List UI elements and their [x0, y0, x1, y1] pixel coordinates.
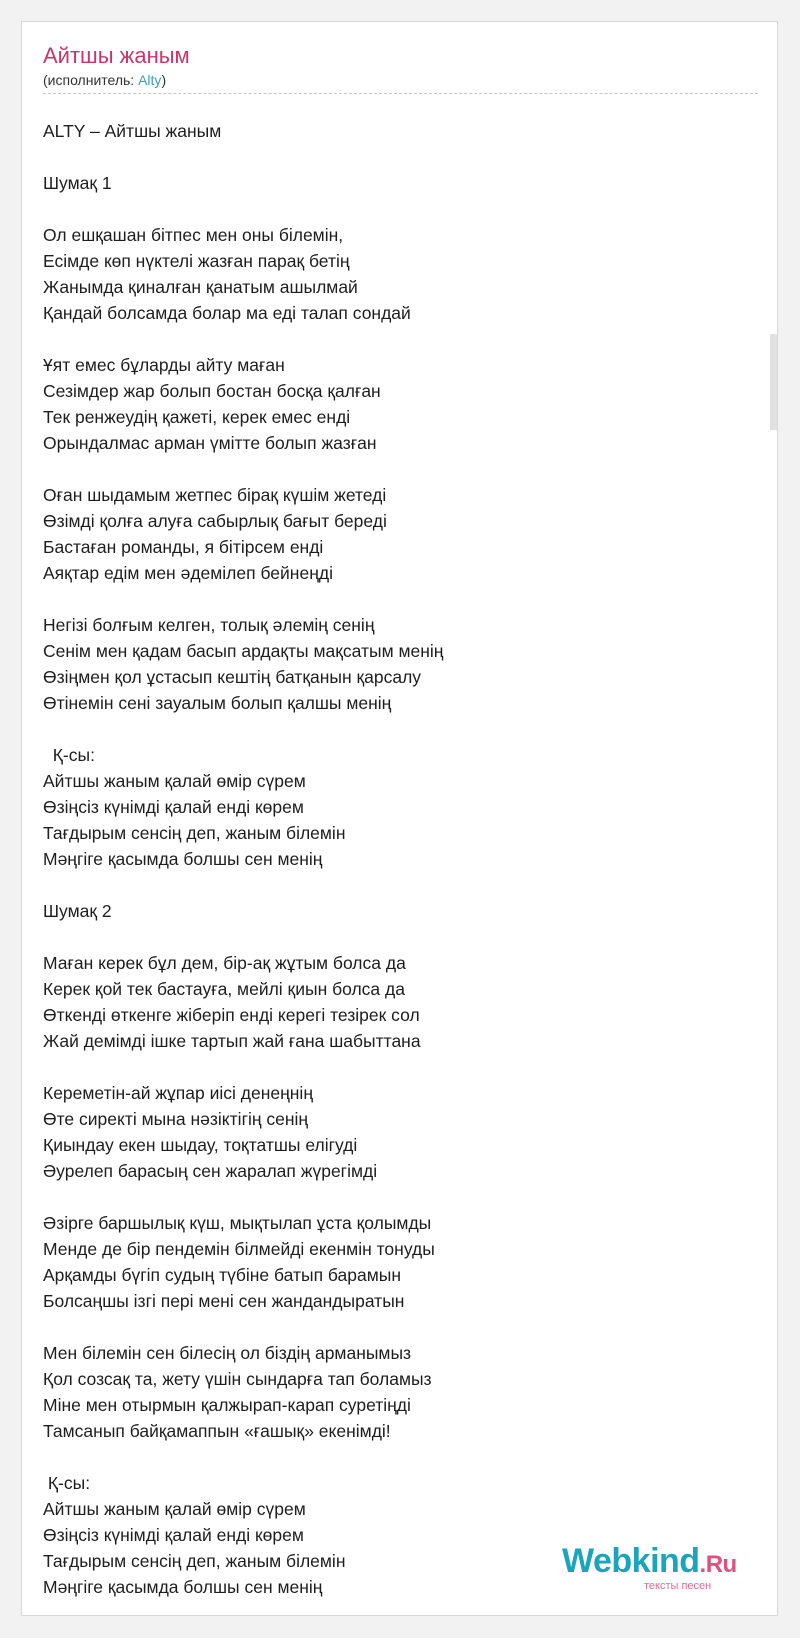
performer-suffix: ): [161, 72, 167, 88]
lyric-line: Мен білемін сен білесің ол біздің арманымыз: [43, 1343, 412, 1363]
lyric-blank-line: [43, 196, 758, 222]
lyric-line: ALTY – Айтшы жаным: [43, 121, 222, 141]
lyric-line: Тамсанып байқамаппын «ғашық» екенімді!: [43, 1421, 391, 1441]
performer-line: [43, 71, 166, 89]
lyric-blank-line: [43, 456, 758, 482]
lyric-line: Өтінемін сені зауалым болып қалшы менің: [43, 693, 392, 713]
lyric-line: Ұят емес бұларды айту маған: [43, 355, 285, 375]
lyric-line: Қандай болсамда болар ма еді талап сондай: [43, 303, 411, 323]
lyric-line: Негізі болғым келген, толық әлемің сенің: [43, 615, 375, 635]
lyric-line: Тағдырым сенсің деп, жаным білемін: [43, 823, 346, 843]
lyric-line: Өзіңсіз күнімді қалай енді көрем: [43, 1525, 304, 1545]
lyric-blank-line: [43, 326, 758, 352]
lyric-blank-line: [43, 716, 758, 742]
song-title: Айтшы жаным: [43, 43, 190, 68]
lyric-line: Кереметін-ай жұпар иісі денеңнің: [43, 1083, 313, 1103]
lyric-line: Өзімді қолға алуға сабырлық бағыт береді: [43, 511, 387, 531]
lyric-blank-line: [43, 1184, 758, 1210]
lyric-line: Қиындау екен шыдау, тоқтатшы елігуді: [43, 1135, 358, 1155]
lyric-line: Сенім мен қадам басып ардақты мақсатым менің: [43, 641, 444, 661]
lyric-line: Орындалмас арман үмітте болып жазған: [43, 433, 377, 453]
lyric-blank-line: [43, 872, 758, 898]
lyric-line: Арқамды бүгіп судың түбіне батып барамын: [43, 1265, 402, 1285]
header-divider: [43, 93, 758, 94]
lyric-line: Маған керек бұл дем, бір-ақ жұтым болса да: [43, 953, 406, 973]
lyric-line: Бастаған романды, я бітірсем енді: [43, 537, 324, 557]
lyric-line: Жанымда қиналған қанатым ашылмай: [43, 277, 358, 297]
lyric-line: Ол ешқашан бітпес мен оны білемін,: [43, 225, 344, 245]
lyric-line: Әурелеп барасың сен жаралап жүрегімді: [43, 1161, 378, 1181]
lyric-line: Есімде көп нүктелі жазған парақ бетің: [43, 251, 350, 271]
lyric-line: Әзірге баршылық күш, мықтылап ұста қолымды: [43, 1213, 432, 1233]
lyric-line: Менде де бір пендемін білмейді екенмін тонуды: [43, 1239, 435, 1259]
webkind-logo[interactable]: [562, 1543, 762, 1599]
lyric-line: Мәңгіге қасымда болшы сен менің: [43, 849, 323, 869]
lyric-line: Айтшы жаным қалай өмір сүрем: [43, 771, 306, 791]
logo-tagline: тексты песен: [644, 1580, 712, 1592]
logo-tld: Ru: [705, 1551, 737, 1578]
performer-link[interactable]: Alty: [138, 72, 162, 88]
lyric-line: Айтшы жаным қалай өмір сүрем: [43, 1499, 306, 1519]
lyric-line: Тағдырым сенсің деп, жаным білемін: [43, 1551, 346, 1571]
lyric-line: Қ-сы:: [43, 745, 95, 765]
lyric-line: Өткенді өткенге жіберіп енді керегі тезірек сол: [43, 1005, 420, 1025]
lyric-line: Міне мен отырмын қалжырап-карап суретіңді: [43, 1395, 411, 1415]
lyric-blank-line: [43, 924, 758, 950]
lyric-blank-line: [43, 1054, 758, 1080]
lyrics-card: [21, 21, 778, 1616]
logo-wordmark: [562, 1543, 737, 1583]
logo-dot: .: [699, 1551, 706, 1578]
lyric-line: Сезімдер жар болып бостан босқа қалған: [43, 381, 381, 401]
lyric-blank-line: [43, 144, 758, 170]
lyric-line: Өзіңмен қол ұстасып кештің батқанын қарсалу: [43, 667, 422, 687]
lyric-line: Мәңгіге қасымда болшы сен менің: [43, 1577, 323, 1597]
lyric-line: Қ-сы:: [43, 1473, 91, 1493]
lyric-line: Болсаңшы ізгі пері мені сен жандандыратын: [43, 1291, 405, 1311]
logo-brand: Webkind: [562, 1542, 700, 1580]
lyric-line: Шумақ 2: [43, 901, 112, 921]
lyric-line: Жай демімді ішке тартып жай ғана шабыттана: [43, 1031, 421, 1051]
scrollbar-thumb[interactable]: [770, 334, 777, 430]
lyric-line: Аяқтар едім мен әдемілеп бейнеңді: [43, 563, 333, 583]
lyric-blank-line: [43, 1444, 758, 1470]
lyric-line: Қол созсақ та, жету үшін сындарға тап боламыз: [43, 1369, 432, 1389]
lyric-line: Өте сиректі мына нәзіктігің сенің: [43, 1109, 309, 1129]
lyric-line: Тек ренжеудің қажеті, керек емес енді: [43, 407, 351, 427]
lyric-line: Шумақ 1: [43, 173, 112, 193]
lyric-line: Оған шыдамым жетпес бірақ күшім жетеді: [43, 485, 387, 505]
lyrics-text: [43, 118, 758, 1600]
lyric-blank-line: [43, 1314, 758, 1340]
lyric-line: Өзіңсіз күнімді қалай енді көрем: [43, 797, 304, 817]
lyric-blank-line: [43, 586, 758, 612]
performer-prefix: (исполнитель:: [43, 72, 139, 88]
lyric-line: Керек қой тек бастауға, мейлі қиын болса да: [43, 979, 405, 999]
